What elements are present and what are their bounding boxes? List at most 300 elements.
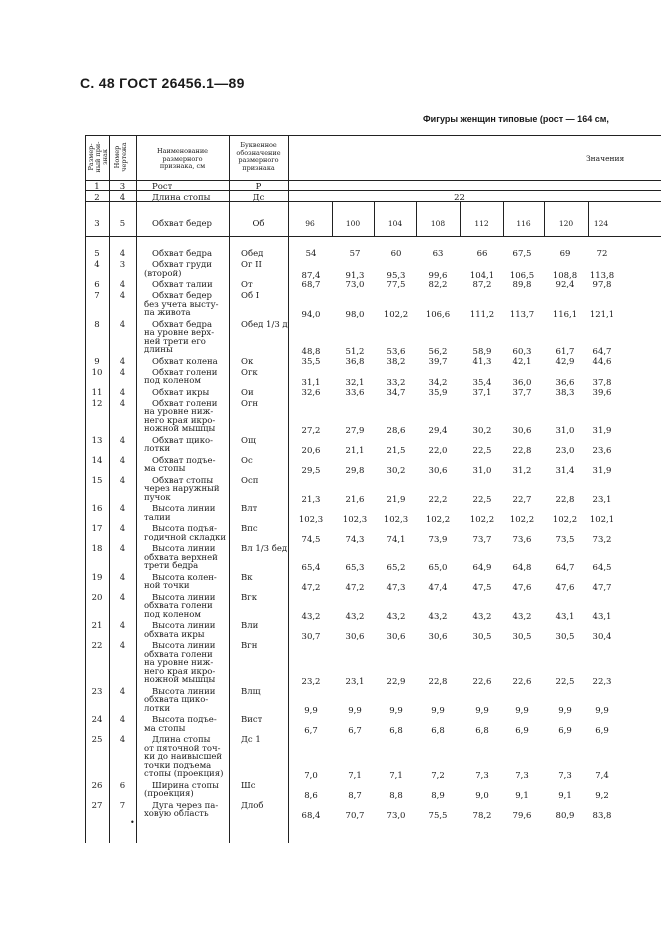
row-value: 9,9 xyxy=(475,705,489,716)
row-drawing-number: 4 xyxy=(119,715,126,725)
row-feature-name: Высота линии xyxy=(152,641,216,651)
row-number: 14 xyxy=(91,455,103,466)
row-value: 42,9 xyxy=(555,356,575,367)
row-feature-name: ножной мышцы xyxy=(144,675,216,685)
top-row-drawing: 3 xyxy=(119,182,126,192)
row-value: 32,1 xyxy=(345,378,365,388)
row-letter-code: Ои xyxy=(241,387,254,398)
row-value: 22,8 xyxy=(555,494,575,505)
row-value: 113,7 xyxy=(509,310,535,320)
row-letter-code: Вк xyxy=(241,572,253,583)
row-drawing-number: 4 xyxy=(119,544,126,554)
size-value: 112 xyxy=(474,219,489,228)
row-drawing-number: 4 xyxy=(119,592,126,603)
row-value: 29,5 xyxy=(301,466,321,476)
row-feature-name: Обхват подъе- xyxy=(152,455,216,466)
size-value: 108 xyxy=(430,219,446,228)
row-drawing-number: 4 xyxy=(119,641,126,651)
header-values: Значения xyxy=(586,154,625,163)
row-feature-name: лотки xyxy=(144,703,171,714)
row-value: 102,3 xyxy=(342,514,368,525)
row-value: 30,6 xyxy=(428,631,448,642)
row-value: 23,1 xyxy=(592,494,612,505)
row-value: 30,6 xyxy=(345,631,365,642)
top-row-drawing: 5 xyxy=(119,219,126,229)
row-feature-name: Обхват бедер xyxy=(152,291,212,301)
row-value: 73,2 xyxy=(592,534,612,545)
row-value: 9,0 xyxy=(475,791,489,801)
row-feature-name: трети бедра xyxy=(144,561,199,571)
row-value: 7,3 xyxy=(515,771,529,781)
row-number: 18 xyxy=(91,544,103,554)
row-value: 30,5 xyxy=(472,631,492,642)
row-value: 30,5 xyxy=(555,631,575,642)
row-feature-name: Ширина стопы xyxy=(152,780,219,791)
row-value: 104,1 xyxy=(469,270,495,281)
row-value: 35,5 xyxy=(301,356,321,367)
row-feature-name: точки подъема xyxy=(144,760,212,771)
row-feature-name: ки до наивысшей xyxy=(144,752,223,762)
row-value: 22,9 xyxy=(386,677,406,687)
row-feature-name: обхвата икры xyxy=(144,629,205,640)
row-value: 44,6 xyxy=(592,356,612,367)
row-value: 23,6 xyxy=(592,446,612,456)
row-letter-code: Вист xyxy=(241,715,263,725)
row-value: 43,1 xyxy=(555,611,575,622)
table-rule-0 xyxy=(85,135,661,136)
row-value: 30,4 xyxy=(592,631,612,642)
row-feature-name: Обхват бедра xyxy=(152,249,213,259)
row-value: 102,1 xyxy=(589,514,615,525)
row-feature-name: Высота линии xyxy=(152,504,216,514)
row-letter-code: Ок xyxy=(241,356,254,367)
row-value: 22,5 xyxy=(472,494,492,505)
top-row-name: Обхват бедер xyxy=(152,219,212,229)
row-feature-name: (второй) xyxy=(144,268,182,279)
row-value: 102,3 xyxy=(383,514,409,525)
page-header: С. 48 ГОСТ 26456.1—89 xyxy=(80,75,245,91)
row-feature-name: Обхват икры xyxy=(152,387,210,398)
row-value: 38,2 xyxy=(386,356,406,367)
row-feature-name: Обхват щико- xyxy=(152,435,214,446)
row-feature-name: на уровне верх- xyxy=(144,328,215,338)
row-value: 80,9 xyxy=(555,811,575,821)
row-value: 28,6 xyxy=(386,426,406,436)
row-number: 6 xyxy=(94,280,100,290)
margin-dot: • xyxy=(130,818,135,827)
row-letter-code: Об I xyxy=(241,291,260,301)
row-number: 17 xyxy=(91,524,103,534)
row-value: 43,2 xyxy=(345,611,365,622)
row-feature-name: без учета высту- xyxy=(144,299,219,310)
row-value: 8,6 xyxy=(304,791,318,801)
row-value: 37,7 xyxy=(512,387,532,398)
row-value: 47,6 xyxy=(512,583,532,593)
row-number: 26 xyxy=(91,780,103,791)
row-drawing-number: 4 xyxy=(119,621,126,631)
row-number: 10 xyxy=(91,367,103,378)
row-value: 23,0 xyxy=(555,446,575,456)
row-value: 31,9 xyxy=(592,466,612,476)
row-value: 111,2 xyxy=(469,310,495,320)
row-value: 29,8 xyxy=(345,466,365,476)
row-value: 74,3 xyxy=(345,534,365,545)
row-value: 7,1 xyxy=(389,771,403,781)
row-value: 9,9 xyxy=(558,705,572,716)
row-feature-name: обхвата верхней xyxy=(144,552,218,563)
row-drawing-number: 4 xyxy=(119,735,126,745)
row-drawing-number: 4 xyxy=(119,249,126,259)
row-feature-name: обхвата голени xyxy=(144,649,213,660)
row-value: 6,8 xyxy=(475,725,489,736)
row-value: 7,3 xyxy=(475,771,489,781)
row-value: 99,6 xyxy=(428,270,448,281)
row-value: 77,5 xyxy=(386,280,406,290)
row-value: 27,9 xyxy=(345,426,365,436)
row-drawing-number: 4 xyxy=(119,398,126,409)
row-number: 16 xyxy=(91,504,103,514)
row-value: 57 xyxy=(349,249,361,259)
row-value: 21,6 xyxy=(345,494,365,505)
row-value: 102,2 xyxy=(552,514,578,525)
row-value: 7,0 xyxy=(304,771,318,781)
size-value: 96 xyxy=(305,219,315,228)
row-letter-code: Дс 1 xyxy=(241,735,261,745)
row-value: 31,2 xyxy=(512,466,532,476)
row-value: 43,2 xyxy=(512,611,532,622)
row-value: 102,2 xyxy=(383,310,409,320)
row-value: 23,2 xyxy=(301,677,321,687)
row-feature-name: под коленом xyxy=(144,609,201,620)
row-letter-code: Огн xyxy=(241,398,259,409)
row-feature-name: обхвата голени xyxy=(144,601,213,611)
row-value: 32,6 xyxy=(301,387,321,398)
row-feature-name: Обхват стопы xyxy=(152,475,214,486)
top-row-code: Дс xyxy=(252,193,265,203)
row-value: 67,5 xyxy=(512,249,532,259)
row-value: 47,4 xyxy=(428,583,448,593)
row-value: 102,2 xyxy=(425,514,451,525)
row-number: 13 xyxy=(91,435,103,446)
row-value: 22,0 xyxy=(428,446,448,456)
row-feature-name: Дуга через па- xyxy=(152,800,219,811)
row-value: 39,7 xyxy=(428,356,448,367)
header-drawing-number: Номер чертежа xyxy=(113,142,128,172)
row-value: 6,9 xyxy=(595,725,609,736)
row-letter-code: Длоб xyxy=(241,800,264,811)
row-value: 43,2 xyxy=(428,611,448,622)
row-value: 31,4 xyxy=(555,466,575,476)
row-feature-name: па живота xyxy=(144,308,191,318)
row-value: 102,2 xyxy=(469,514,495,525)
row-feature-name: ма стопы xyxy=(144,464,186,474)
row-value: 106,5 xyxy=(509,270,535,281)
row-value: 7,4 xyxy=(595,771,609,781)
row-number: 11 xyxy=(91,387,103,398)
row-feature-name: Высота подъе- xyxy=(152,715,217,725)
row-value: 8,7 xyxy=(348,791,362,801)
row-value: 60,3 xyxy=(512,347,532,357)
row-value: 72 xyxy=(596,249,608,259)
row-feature-name: под коленом xyxy=(144,376,201,386)
row-drawing-number: 4 xyxy=(119,367,126,378)
top-row-code: Об xyxy=(252,219,265,229)
row-feature-name: Обхват талии xyxy=(152,280,213,290)
row-letter-code: Шс xyxy=(241,780,256,791)
row-number: 25 xyxy=(91,735,103,745)
row-letter-code: Ог II xyxy=(241,260,262,270)
row-value: 37,1 xyxy=(472,387,492,398)
row-drawing-number: 4 xyxy=(119,504,126,514)
row-letter-code: Огк xyxy=(241,367,258,378)
row-feature-name: Высота линии xyxy=(152,592,216,603)
row-number: 4 xyxy=(94,260,100,270)
size-value: 116 xyxy=(516,219,531,228)
column-rule-3 xyxy=(229,135,230,843)
column-rule-4 xyxy=(288,135,289,843)
row-value: 65,4 xyxy=(301,563,321,573)
row-value: 43,2 xyxy=(301,611,321,622)
row-letter-code: Осп xyxy=(241,475,259,486)
row-feature-name: длины xyxy=(144,345,173,355)
row-value: 65,2 xyxy=(386,563,406,573)
row-value: 21,1 xyxy=(345,446,365,456)
row-feature-name: Высота линии xyxy=(152,686,216,697)
row-value: 61,7 xyxy=(555,347,575,357)
row-value: 9,9 xyxy=(389,705,403,716)
row-feature-name: ней трети его xyxy=(144,336,206,347)
row-value: 68,7 xyxy=(301,280,321,290)
row-letter-code: Ос xyxy=(241,455,253,466)
row-value: 47,2 xyxy=(301,583,321,593)
row-number: 7 xyxy=(94,291,100,301)
row-number: 22 xyxy=(91,641,103,651)
row-value: 34,2 xyxy=(428,378,448,388)
row-value: 23,1 xyxy=(345,677,365,687)
row-value: 73,9 xyxy=(428,534,448,545)
row-value: 64,5 xyxy=(592,563,612,573)
row-drawing-number: 6 xyxy=(119,780,126,791)
row-value: 73,0 xyxy=(386,811,406,821)
row-value: 30,6 xyxy=(428,466,448,476)
row-value: 9,9 xyxy=(304,705,318,716)
row-drawing-number: 4 xyxy=(119,572,126,583)
row-value: 35,4 xyxy=(472,378,492,388)
row-feature-name: стопы (проекция) xyxy=(144,769,224,779)
row-value: 60 xyxy=(390,249,402,259)
row-value: 87,2 xyxy=(472,280,492,290)
row-value: 9,1 xyxy=(515,791,529,801)
top-row-number: 3 xyxy=(94,219,100,229)
row-value: 79,6 xyxy=(512,811,532,821)
row-letter-code: Обед 1/3 д xyxy=(241,319,288,330)
row-value: 36,0 xyxy=(512,378,532,388)
value-column-rule-5 xyxy=(544,201,545,236)
row-value: 27,2 xyxy=(301,426,321,436)
value-column-rule-2 xyxy=(416,201,417,236)
row-value: 94,0 xyxy=(301,310,321,320)
row-number: 27 xyxy=(91,800,103,811)
row-letter-code: Влт xyxy=(241,504,258,514)
row-value: 37,8 xyxy=(592,378,612,388)
row-value: 30,2 xyxy=(472,426,492,436)
size-value: 100 xyxy=(345,219,361,228)
row-letter-code: Влщ xyxy=(241,686,261,697)
row-number: 8 xyxy=(94,319,100,330)
row-value: 9,9 xyxy=(348,705,362,716)
row-drawing-number: 4 xyxy=(119,686,126,697)
row-value: 39,6 xyxy=(592,387,612,398)
table-rule-4 xyxy=(85,236,661,237)
table-caption: Фигуры женщин типовые (рост — 164 см, xyxy=(423,114,609,124)
row-value: 75,5 xyxy=(428,811,448,821)
row-feature-name: от пяточной точ- xyxy=(144,743,221,754)
top-row-value: 22 xyxy=(454,193,465,203)
row-value: 30,2 xyxy=(386,466,406,476)
row-number: 19 xyxy=(91,572,103,583)
row-value: 30,7 xyxy=(301,631,321,642)
row-value: 116,1 xyxy=(552,310,578,320)
size-value: 104 xyxy=(387,219,403,228)
row-number: 15 xyxy=(91,475,103,486)
row-number: 5 xyxy=(94,249,100,259)
row-value: 47,7 xyxy=(592,583,612,593)
row-value: 6,8 xyxy=(431,725,445,736)
row-drawing-number: 4 xyxy=(119,455,126,466)
row-drawing-number: 4 xyxy=(119,319,126,330)
row-drawing-number: 4 xyxy=(119,387,126,398)
table-rule-1 xyxy=(85,180,661,181)
row-value: 42,1 xyxy=(512,356,532,367)
row-value: 65,0 xyxy=(428,563,448,573)
row-drawing-number: 4 xyxy=(119,356,126,367)
row-value: 78,2 xyxy=(472,811,492,821)
row-value: 64,9 xyxy=(472,563,492,573)
row-value: 43,2 xyxy=(386,611,406,622)
row-value: 6,7 xyxy=(304,725,318,736)
top-row-name: Рост xyxy=(152,182,173,192)
row-number: 23 xyxy=(91,686,103,697)
row-value: 70,7 xyxy=(345,811,365,821)
row-value: 21,5 xyxy=(386,446,406,456)
row-letter-code: Обед xyxy=(241,249,264,259)
row-number: 20 xyxy=(91,592,103,603)
row-value: 21,9 xyxy=(386,494,406,505)
top-row-number: 1 xyxy=(94,182,100,192)
row-letter-code: Вгк xyxy=(241,592,258,603)
row-value: 9,2 xyxy=(595,791,609,801)
row-letter-code: От xyxy=(241,280,253,290)
row-value: 22,3 xyxy=(592,677,612,687)
row-number: 12 xyxy=(91,398,103,409)
row-drawing-number: 4 xyxy=(119,475,126,486)
row-value: 113,8 xyxy=(589,270,615,281)
row-feature-name: пучок xyxy=(144,492,171,503)
row-value: 73,7 xyxy=(472,534,492,545)
row-letter-code: Вгн xyxy=(241,641,258,651)
row-value: 106,6 xyxy=(425,310,451,320)
row-value: 22,7 xyxy=(512,494,532,505)
row-letter-code: Ощ xyxy=(241,435,256,446)
row-value: 56,2 xyxy=(428,347,448,357)
row-letter-code: Впс xyxy=(241,524,258,534)
row-value: 22,6 xyxy=(472,677,492,687)
row-value: 31,1 xyxy=(301,378,321,388)
row-value: 30,6 xyxy=(386,631,406,642)
row-feature-name: Обхват колена xyxy=(152,356,218,367)
row-feature-name: ховую область xyxy=(144,809,209,819)
row-value: 31,9 xyxy=(592,426,612,436)
row-number: 24 xyxy=(91,715,103,725)
row-value: 6,8 xyxy=(389,725,403,736)
row-feature-name: ма стопы xyxy=(144,723,186,734)
row-value: 98,0 xyxy=(345,310,365,320)
size-value: 120 xyxy=(558,219,574,228)
row-value: 83,8 xyxy=(592,811,612,821)
row-drawing-number: 4 xyxy=(119,435,126,446)
row-feature-name: Высота подъя- xyxy=(152,524,218,534)
row-value: 73,6 xyxy=(512,534,532,545)
row-value: 22,6 xyxy=(512,677,532,687)
row-value: 87,4 xyxy=(301,270,321,281)
row-value: 36,6 xyxy=(555,378,575,388)
row-value: 43,2 xyxy=(472,611,492,622)
row-value: 73,5 xyxy=(555,534,575,545)
row-number: 21 xyxy=(91,621,103,631)
row-value: 97,8 xyxy=(592,280,612,290)
row-feature-name: него края икро- xyxy=(144,415,216,426)
row-value: 47,6 xyxy=(555,583,575,593)
row-value: 7,2 xyxy=(431,771,445,781)
row-feature-name: на уровне ниж- xyxy=(144,407,214,417)
top-row-drawing: 4 xyxy=(119,193,126,203)
row-value: 64,7 xyxy=(592,347,612,357)
top-row-name: Длина стопы xyxy=(152,193,211,203)
row-value: 64,7 xyxy=(555,563,575,573)
row-value: 48,8 xyxy=(301,347,321,357)
row-feature-name: Длина стопы xyxy=(152,735,211,745)
row-value: 7,1 xyxy=(348,771,362,781)
row-value: 9,1 xyxy=(558,791,572,801)
header-size-feature: Размер- ный при- знак xyxy=(87,141,109,173)
row-value: 22,8 xyxy=(512,446,532,456)
row-drawing-number: 3 xyxy=(119,260,126,270)
row-value: 66 xyxy=(476,249,488,259)
row-value: 65,3 xyxy=(345,563,365,573)
row-value: 58,9 xyxy=(472,347,492,357)
size-value: 124 xyxy=(593,219,609,228)
row-value: 6,9 xyxy=(515,725,529,736)
row-value: 68,4 xyxy=(301,811,321,821)
row-value: 6,9 xyxy=(558,725,572,736)
row-feature-name: него края икро- xyxy=(144,666,216,677)
row-value: 20,6 xyxy=(301,446,321,456)
row-value: 31,0 xyxy=(472,466,492,476)
row-value: 54 xyxy=(305,249,317,259)
row-value: 8,8 xyxy=(389,791,403,801)
row-feature-name: Обхват голени xyxy=(152,367,218,378)
row-value: 69 xyxy=(559,249,571,259)
row-value: 21,3 xyxy=(301,494,321,505)
row-value: 35,9 xyxy=(428,387,448,398)
row-value: 121,1 xyxy=(589,310,615,320)
row-value: 74,5 xyxy=(301,534,321,545)
row-value: 63 xyxy=(432,249,444,259)
row-feature-name: ножной мышцы xyxy=(144,424,216,434)
row-value: 34,7 xyxy=(386,387,406,398)
row-feature-name: через наружный xyxy=(144,484,220,494)
row-value: 31,0 xyxy=(555,426,575,436)
